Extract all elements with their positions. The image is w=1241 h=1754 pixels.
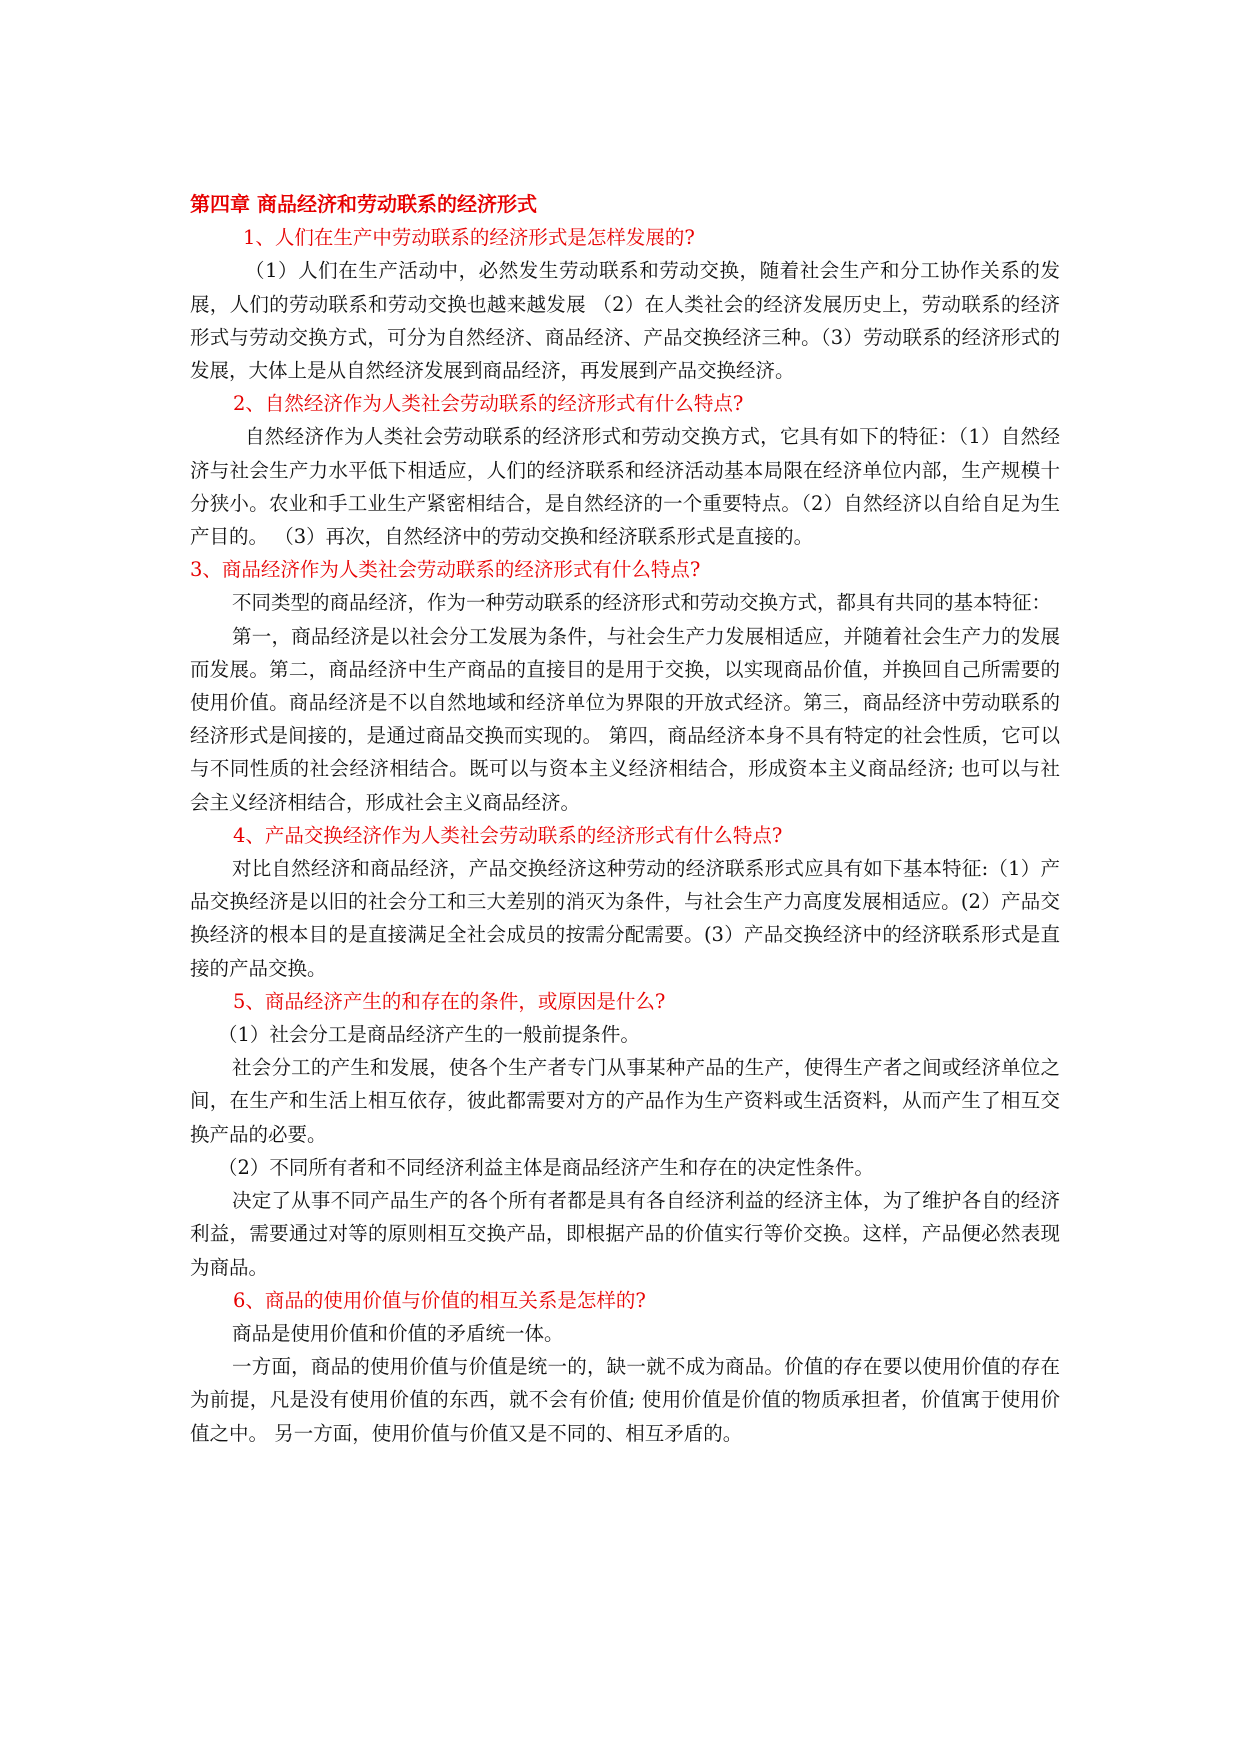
answer-3-para-2: 第一，商品经济是以社会分工发展为条件，与社会生产力发展相适应，并随着社会生产力的发展而发展。第二，商品经济中生产商品的直接目的是用于交换，以实现商品价值，并换回自己所需要的使用价值。商品经济是不以自然地域和经济单位为界限的开放式经济。第三，商品经济中劳动联系的经济形式是间接的，是通过商品交换而实现的。 第四，商品经济本身不具有特定的社会性质，它可以与不同性质的社会经济相结合。既可以与资本主义经济相结合，形成资本主义商品经济; 也可以与社会主义经济相结合，形成社会主义商品经济。 — [190, 624, 1060, 814]
answer-5-para-1: （1）社会分工是商品经济产生的一般前提条件。 — [218, 1023, 640, 1047]
question-5: 5、商品经济产生的和存在的条件，或原因是什么? — [233, 989, 666, 1013]
answer-5-para-4: 决定了从事不同产品生产的各个所有者都是具有各自经济利益的经济主体，为了维护各自的经济利益，需要通过对等的原则相互交换产品，即根据产品的价值实行等价交换。这样，产品便必然表现为商品。 — [190, 1189, 1060, 1279]
question-3: 3、商品经济作为人类社会劳动联系的经济形式有什么特点? — [190, 558, 701, 582]
answer-4-para-1: 对比自然经济和商品经济，产品交换经济这种劳动的经济联系形式应具有如下基本特征:（1）产品交换经济是以旧的社会分工和三大差别的消灭为条件，与社会生产力高度发展相适应。(2）产品交换经济的根本目的是直接满足全社会成员的按需分配需要。(3）产品交换经济中的经济联系形式是直接的产品交换。 — [190, 857, 1060, 980]
answer-5-para-2: 社会分工的产生和发展，使各个生产者专门从事某种产品的生产，使得生产者之间或经济单位之间，在生产和生活上相互依存，彼此都需要对方的产品作为生产资料或生活资料，从而产生了相互交换产品的必要。 — [190, 1056, 1060, 1146]
answer-6-para-2: 一方面，商品的使用价值与价值是统一的，缺一就不成为商品。价值的存在要以使用价值的存在为前提，凡是没有使用价值的东西，就不会有价值; 使用价值是价值的物质承担者，价值寓于使用价值之中。 另一方面，使用价值与价值又是不同的、相互矛盾的。 — [190, 1355, 1060, 1445]
answer-1-para-1: （1）人们在生产活动中，必然发生劳动联系和劳动交换，随着社会生产和分工协作关系的发展，人们的劳动联系和劳动交换也越来越发展 （2）在人类社会的经济发展历史上，劳动联系的经济形式与劳动交换方式，可分为自然经济、商品经济、产品交换经济三种。（3）劳动联系的经济形式的发展，大体上是从自然经济发展到商品经济，再发展到产品交换经济。 — [190, 259, 1060, 383]
answer-6-para-1: 商品是使用价值和价值的矛盾统一体。 — [232, 1321, 564, 1345]
question-4: 4、产品交换经济作为人类社会劳动联系的经济形式有什么特点? — [233, 823, 783, 847]
document-page — [190, 188, 1060, 1450]
question-6: 6、商品的使用价值与价值的相互关系是怎样的? — [233, 1288, 646, 1312]
question-1: 1、人们在生产中劳动联系的经济形式是怎样发展的? — [243, 226, 695, 250]
answer-2-para-1: 自然经济作为人类社会劳动联系的经济形式和劳动交换方式，它具有如下的特征：（1）自然经济与社会生产力水平低下相适应，人们的经济联系和经济活动基本局限在经济单位内部，生产规模十分狭小。农业和手工业生产紧密相结合，是自然经济的一个重要特点。（2）自然经济以自给自足为生产目的。 （3）再次，自然经济中的劳动交换和经济联系形式是直接的。 — [190, 425, 1060, 549]
question-2: 2、自然经济作为人类社会劳动联系的经济形式有什么特点? — [233, 392, 744, 416]
chapter-title: 第四章 商品经济和劳动联系的经济形式 — [190, 192, 537, 216]
answer-5-para-3: （2）不同所有者和不同经济利益主体是商品经济产生和存在的决定性条件。 — [218, 1155, 874, 1179]
answer-3-para-1: 不同类型的商品经济，作为一种劳动联系的经济形式和劳动交换方式，都具有共同的基本特征： — [232, 591, 1052, 615]
